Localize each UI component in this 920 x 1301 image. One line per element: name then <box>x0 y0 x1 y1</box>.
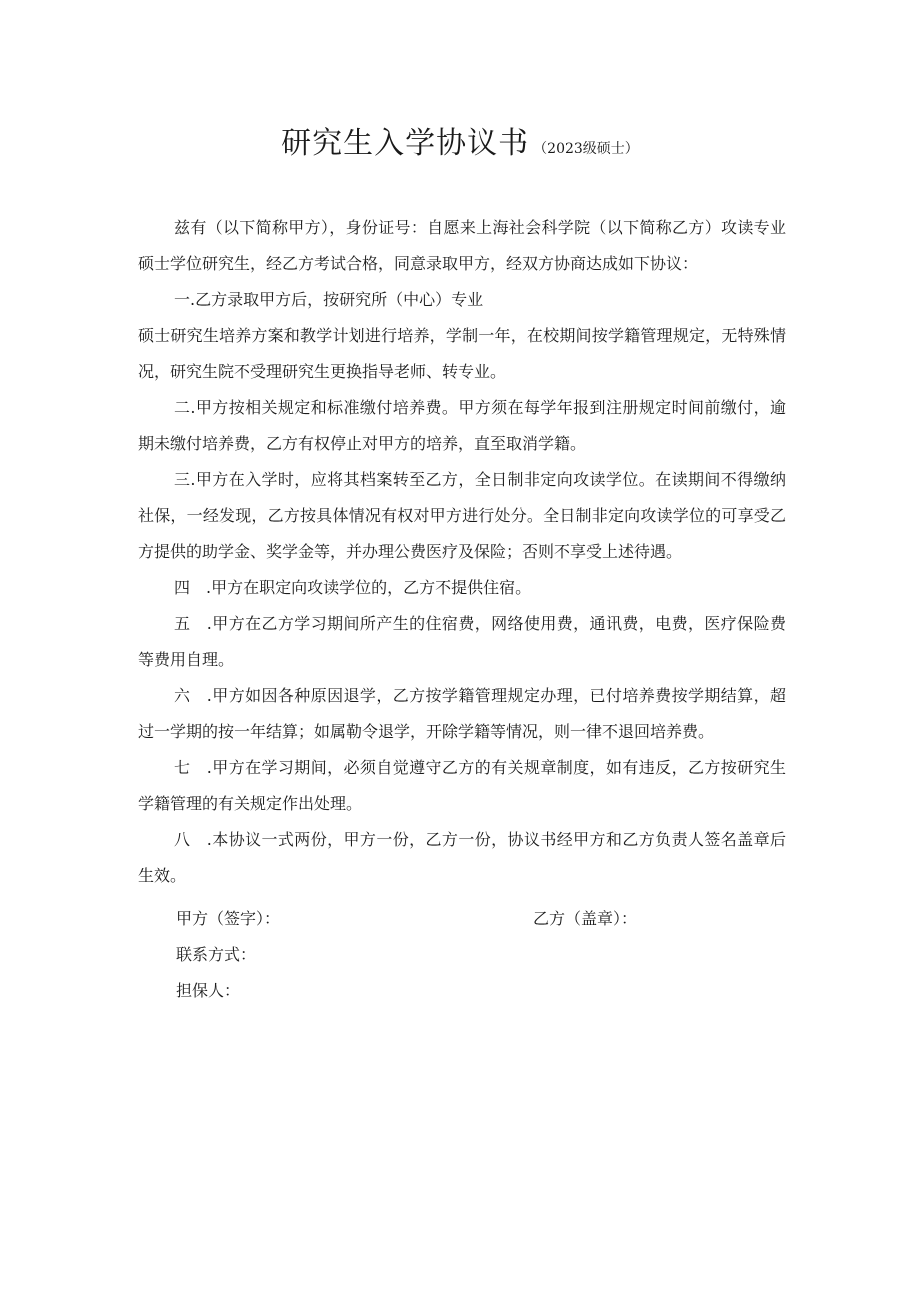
paragraph-clause-6: 六 .甲方如因各种原因退学，乙方按学籍管理规定办理，已付培养费按学期结算，超过一学期的按一年结算；如属勒令退学，开除学籍等情况，则一律不退回培养费。 <box>138 686 786 741</box>
paragraph-clause-8: 八 .本协议一式两份，甲方一份，乙方一份，协议书经甲方和乙方负责人签名盖章后生效。 <box>138 830 786 885</box>
paragraph-clause-2: 二.甲方按相关规定和标准缴付培养费。甲方须在每学年报到注册规定时间前缴付，逾期未缴付培养费，乙方有权停止对甲方的培养，直至取消学籍。 <box>138 398 786 453</box>
title-main: 研究生入学协议书 <box>281 126 530 161</box>
paragraph-intro: 兹有（以下简称甲方），身份证号：自愿来上海社会科学院（以下简称乙方）攻读专业硕士学位研究生，经乙方考试合格，同意录取甲方，经双方协商达成如下协议： <box>138 218 786 273</box>
title-subtitle: （2023级硕士） <box>533 141 639 157</box>
party-a-signature-label: 甲方（签字）： <box>176 909 281 928</box>
paragraph-clause-1-continued: 硕士研究生培养方案和教学计划进行培养，学制一年，在校期间按学籍管理规定，无特殊情况，研究生院不受理研究生更换指导老师、转专业。 <box>138 326 786 381</box>
paragraph-clause-1: 一.乙方录取甲方后，按研究所（中心）专业 <box>174 290 484 309</box>
paragraph-clause-7: 七 .甲方在学习期间，必须自觉遵守乙方的有关规章制度，如有违反，乙方按研究生学籍管理的有关规定作出处理。 <box>138 758 786 813</box>
paragraph-clause-5: 五 .甲方在乙方学习期间所产生的住宿费，网络使用费，通讯费，电费，医疗保险费等费用自理。 <box>138 614 786 669</box>
agreement-body <box>138 210 786 894</box>
paragraph-clause-4: 四 .甲方在职定向攻读学位的，乙方不提供住宿。 <box>174 578 532 597</box>
party-b-seal-label: 乙方（盖章）： <box>533 909 638 928</box>
guarantor-label: 担保人： <box>176 981 241 1000</box>
document-title <box>0 118 920 162</box>
contact-label: 联系方式： <box>176 945 257 964</box>
paragraph-clause-3: 三.甲方在入学时，应将其档案转至乙方，全日制非定向攻读学位。在读期间不得缴纳社保，一经发现，乙方按具体情况有权对甲方进行处分。全日制非定向攻读学位的可享受乙方提供的助学金、奖学金等，并办理公费医疗及保险；否则不享受上述待遇。 <box>138 470 786 561</box>
